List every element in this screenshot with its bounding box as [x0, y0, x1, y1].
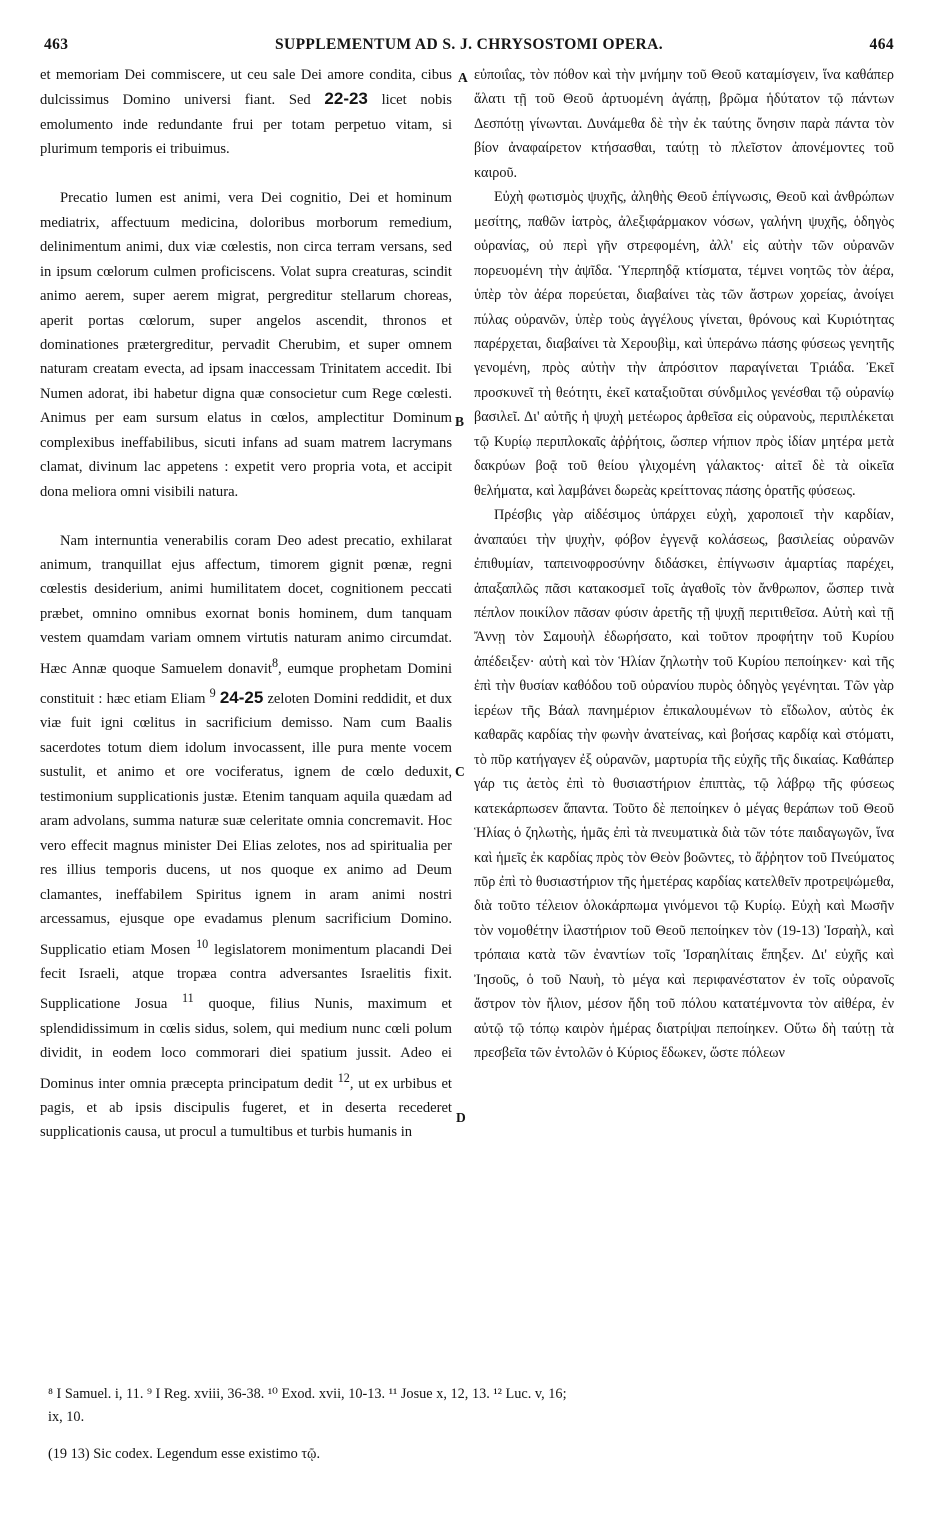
edition-column-number: 24-25 — [219, 688, 264, 708]
greek-paragraph: εὐποιΐας, τὸν πόθον καὶ τὴν μνήμην τοῦ Θεοῦ καταμίσγειν, ἵνα καθάπερ ἅλατι τῇ τοῦ Θεοῦ ἀρτυομένη ἀγάπῃ, βρῶμα ἡδύτατον τῷ πάντων Δεσπότῃ γίνωνται. Δυνάμεθα δὲ τὴν ἐκ ταύτης ὄνησιν παρὰ πάντα τὸν βίον ἀναφαίρετον κτήσασθαι, ταύτῃ τὸ πλεῖστον ἀπονέμοντες τοῦ καιροῦ. — [474, 67, 894, 181]
margin-letter-b: B — [455, 414, 465, 429]
footnote-ref: 9 — [209, 686, 216, 701]
footnotes — [48, 1383, 898, 1466]
variant-note: (19 13) Sic codex. Legendum esse existimo τῷ. — [48, 1446, 321, 1462]
greek-paragraph: Εὐχὴ φωτισμὸς ψυχῆς, ἀληθὴς Θεοῦ ἐπίγνωσις, Θεοῦ καὶ ἀνθρώπων μεσίτης, παθῶν ἰατρὸς, ἀλεξιφάρμακον νόσων, γαλήνη ψυχῆς, ὁδηγὸς οὐρανίας, οὐ περὶ γῆν στρεφομένη, ἀλλ' εἰς αὐτὴν τῶν οὐρανῶν πορευομένη τὴν ἀψῖδα. Ὑπερπηδᾷ κτίσματα, τέμνει νοητῶς τὸν ἀέρα, ὑπὲρ τὸν ἀέρα πορεύεται, διαβαίνει τὰς τῶν ἄστρων χορείας, ἀνοίγει πύλας οὐρανῶν, ὑπὲρ τοὺς ἀγγέλους γίνεται, θρόνους καὶ Κυριότητας παρέρχεται, διαβαίνει τὰ Χερουβὶμ, καὶ ὑπεράνω πάσης φύσεως γενητῆς γενομένη, πρὸς αὐτὴν τὴν ἀπρόσιτον παραγίνεται Τριάδα. Ἐκεῖ προσκυνεῖ τὴ θεότητι, ἐκεῖ καταξιοῦται σύνδμιλος γενέσθαι τῷ οὐρανίῳ βασιλεῖ. Δι' αὐτῆς ἡ ψυχὴ μετέωρος ἀρθεῖσα εἰς οὐρανοὺς, περιπλέκεται τῷ Κυρίῳ περιπλοκαῖς ἀῤῥήτοις, ὥσπερ νήπιον πρὸς ἰδίαν μητέρα μετὰ δακρύων βοᾷ τοῦ θείου γλιχομένη γάλακτος· αἰτεῖ δὲ τὰ οἰκεῖα θελήματα, καὶ λαμβάνει δωρεὰς κρείττονας πάσης ὁρατῆς φύσεως. — [474, 189, 894, 499]
latin-paragraph: et memoriam Dei commiscere, ut ceu sale Dei amore condita, cibus dulcissimus Domino universi fiant. Sed 22-23 licet nobis emolumento inde redundante frui per totam perpetuo vitam, si plurimum temporis ei tribuimus. — [40, 67, 452, 158]
greek-column — [474, 63, 894, 1066]
page-number-left: 463 — [44, 36, 69, 53]
margin-letter-c: C — [455, 764, 465, 779]
footnote-ref: 8 — [271, 655, 279, 670]
footnote-ref: 12 — [337, 1070, 350, 1085]
latin-column — [40, 63, 452, 1145]
greek-paragraph: Πρέσβις γὰρ αἰδέσιμος ὑπάρχει εὐχὴ, χαροποιεῖ τὴν καρδίαν, ἀναπαύει τὴν ψυχὴν, φόβον ἐγγενᾷ κολάσεως, βασιλείας οὐρανῶν ἐπιθυμίαν, ταπεινοφροσύνην διδάσκει, ἐπίγνωσιν ἁμαρτίας παρέχει, ἁπαξαπλῶς πᾶσι κατακοσμεῖ τοῖς ἀγαθοῖς τὸν ἄνθρωπον, ὥσπερ τινὰ πέπλον ποικίλον πᾶσαν φύσιν ἀρετῆς τῇ ψυχῇ περιτιθεῖσα. Αὐτὴ καὶ τῇ Ἄννῃ τὸν Σαμουὴλ ἐδωρήσατο, καὶ τοῦτον προφήτην τοῦ Κυρίου ἀπέδειξεν· αὐτὴ καὶ τὸν Ἡλίαν ζηλωτὴν τοῦ Κυρίου πεποίηκεν· καὶ τῆς ἐπὶ τὴν θυσίαν καθόδου τοῦ οὐρανίου πυρὸς ὁδηγὸς γεγένηται. Τῶν γὰρ ἱερέων τῆς Βάαλ πανημέριον ἐπικαλουμένων τὸ εἴδωλον, αὐτὸς ἐκ καθαρᾶς καρδίας τὴν φωνὴν ἀνατείνας, καὶ βοήσας καρδίᾳ καὶ στόματι, τὸ πῦρ κατήγαγεν ἐξ οὐρανῶν, μαρτυρία τῆς εὐχῆς τῆς δικαίας. Καθάπερ γάρ τις ἀετὸς ἐπὶ τὸ θυσιαστήριον ἐπιπτὰς, τῷ λάβρῳ τῆς φύσεως κατεκάρπωσεν ἅπαντα. Τοῦτο δὲ πεποίηκεν ὁ μέγας θεράπων τοῦ Θεοῦ Ἡλίας ὁ ζηλωτὴς, ἡμᾶς ἐπὶ τὰ πνευματικὰ διὰ τῶν τότε παιδαγωγῶν, ἵνα καὶ ἡμεῖς ἐκ καρδίας πρὸς τὸν Θεὸν βοῶντες, τὸ ἄῤῥητον τοῦ Πνεύματος πῦρ ἐπὶ τὸ θυσιαστήριον τῆς ἡμετέρας καρδίας κατελθεῖν προτρεψώμεθα, διὰ τοῦτο τέλειον ὁλοκάρπωμα γινόμενοι τῷ Κυρίῳ. Εὐχὴ καὶ Μωσῆν τὸν νομοθέτην ἱλαστήριον τοῦ Θεοῦ πεποίηκεν τὸν (19-13) Ἰσραὴλ, καὶ τρόπαια κατὰ τῶν ἐναντίων τοῖς Ἰσραηλίταις ἔπηξεν. Δι' εὐχῆς καὶ Ἰησοῦς, ὁ τοῦ Ναυὴ, τὸ μέγα καὶ περιφανέστατον ἐν τοῖς οὐρανοῖς ἄστρον τὸν ἥλιον, μέσον ἤδη τοῦ πόλου κατατέμνοντα τὸν αἰθέρα, ἐν αὐτῷ τῷ τόπῳ καιρὸν ἡμέρας διατρίψαι πεποίηκεν. Οὕτω δὴ ταύτῃ τὰ πρεσβεῖα τῶν ἐντολῶν ὁ Κύριος ἔδωκεν, ὥστε πόλεων — [474, 507, 894, 1062]
footnote-ref: 10 — [196, 936, 209, 951]
page-number-right: 464 — [869, 36, 894, 53]
margin-letter-a: A — [458, 70, 468, 85]
margin-letter-d: D — [456, 1110, 466, 1125]
latin-paragraph: Precatio lumen est animi, vera Dei cognitio, Dei et hominum mediatrix, affectuum medicina, doloribus morborum remedium, delinimentum animi, dux viæ cœlestis, non circa terram versans, sed in ipsum cœlorum culmen proficiscens. Volat supra creaturas, scindit animo aerem, super aerem migrat, pergreditur stellarum choreas, aperit portas cœlorum, super angelos ascendit, thronos et dominationes prætergreditur, pervadit Cherubim, et super omnem naturam creatam evecta, ad ipsam inaccessam Trinitatem accedit. Ibi Numen adorat, ibi habetur digna quæ consocietur cum Rege cœlesti. Animus per eam sursum elatus in cœlos, amplectitur Dominum complexibus ineffabilibus, sicuti infans ad suam matrem lacrymans clamat, divinum lac appetens : expetit vero propria vota, et accipit dona meliora omni visibili natura. — [40, 190, 452, 500]
edition-column-number: 22-23 — [324, 89, 368, 109]
running-header — [44, 36, 894, 58]
footnote-line: ⁸ I Samuel. i, 11. ⁹ I Reg. xviii, 36-38. ¹⁰ Exod. xvii, 10-13. ¹¹ Josue x, 12, 13. ¹² Luc. v, 16; — [48, 1386, 567, 1402]
running-title: SUPPLEMENTUM AD S. J. CHRYSOSTOMI OPERA. — [274, 36, 664, 53]
latin-paragraph: Nam internuntia venerabilis coram Deo adest precatio, exhilarat animum, tranquillat ejus affectum, timorem gignit pœnæ, regni cœlestis desiderium, animi humilitatem docet, cognitionem peccati præbet, omnino omnibus exornat bonis hominem, dum tanquam vestem quamdam variam omnem virtutis naturam animo circumdat. Hæc Annæ quoque Samuelem donavit$^8$, eumque prophetam Domini constituit : hæc etiam Eliam $^9$ 24-25 zeloten Domini reddidit, et dux viæ fuit igni cœlitus in sacrificium demisso. Nam cum Baalis sacerdotes totum diem idolum invocassent, ille pura mente vocem sustulit, et animo et ore vociferatus, ignem de cœlo deduxit, testimonium supplicationis justæ. Etenim tanquam aquila quædam ad aram advolans, summa naturæ suæ celeritate omnia concremavit. Hoc vero effecit magnus minister Dei Elias zelotes, nos ad spiritualia per res illius temporis ducens, ut nos quoque ex animo ad Deum clamantes, ineffabilem Spiritus ignem in aram animi nostri arcessamus, ejusque ope evadamus plenum sacrificium Domino. Supplicatio etiam Mosen $^{10}$ legislatorem monimentum placandi Dei fecit Israeli, atque tropæa contra adversantes Israelitis fixit. Supplicatione Josua $^{11}$ quoque, filius Nunis, maximum et splendidissimum in cœlis sidus, solem, qui medium nunc cœli polum dividit, in eodem loco commorari diei spatium jussit. Adeo ei Dominus inter omnia præcepta principatum dedit $^{12}$, ut ex urbibus et pagis, et ab ipsis discipulis fugeret, et in deserta recederet supplicationis causa, ut procul a tumultibus et turbis humanis in — [40, 532, 453, 1141]
footnote-line: ix, 10. — [48, 1409, 85, 1425]
footnote-ref: 11 — [182, 991, 194, 1006]
